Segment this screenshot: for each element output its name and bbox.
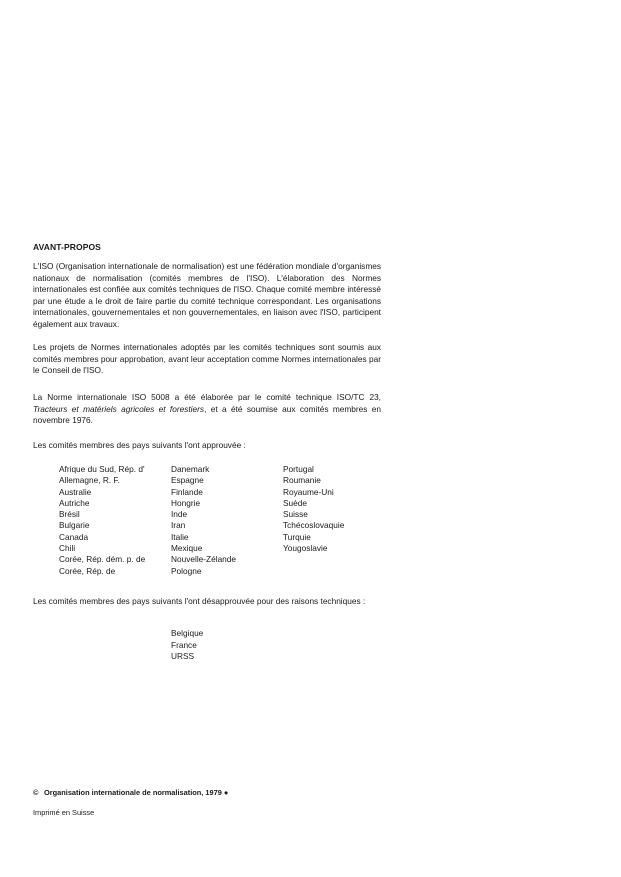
country-item: Corée, Rép. dém. p. de bbox=[59, 554, 146, 565]
country-item: Roumanie bbox=[283, 475, 321, 486]
country-item: Hongrie bbox=[171, 497, 201, 508]
country-item: URSS bbox=[171, 651, 195, 662]
country-item: Portugal bbox=[283, 464, 314, 474]
paragraph-iso-5008 bbox=[33, 392, 381, 427]
country-item: Suisse bbox=[283, 509, 308, 520]
country-item: Bulgarie bbox=[59, 520, 90, 531]
country-item: Pologne bbox=[171, 565, 202, 576]
copyright-icon: © bbox=[33, 788, 39, 797]
approved-countries-column-1 bbox=[59, 464, 145, 577]
country-item: Corée, Rép. de bbox=[59, 565, 116, 576]
paragraph-iso-intro bbox=[33, 261, 381, 331]
country-item: Mexique bbox=[171, 543, 203, 554]
paragraph-approval-process bbox=[33, 342, 381, 377]
country-item: Nouvelle-Zélande bbox=[171, 554, 237, 565]
country-item: Allemagne, R. F. bbox=[59, 475, 120, 486]
country-item: Belgique bbox=[171, 628, 204, 638]
country-item: Royaume-Uni bbox=[283, 486, 334, 497]
country-item: Inde bbox=[171, 509, 188, 520]
country-item: Tchécoslovaquie bbox=[283, 520, 345, 531]
country-item: Australie bbox=[59, 486, 92, 497]
copyright-text: Organisation internationale de normalisation, 1979 ● bbox=[44, 788, 229, 797]
country-item: Espagne bbox=[171, 475, 204, 486]
approved-countries-column-2 bbox=[171, 464, 236, 577]
paragraph-text bbox=[33, 392, 381, 427]
approved-countries-column-3 bbox=[283, 464, 344, 554]
copyright-line bbox=[33, 788, 228, 797]
country-item: France bbox=[171, 639, 197, 650]
country-item: Afrique du Sud, Rép. d' bbox=[59, 464, 145, 474]
country-item: Iran bbox=[171, 520, 186, 531]
paragraph-text: Les projets de Normes internationales adoptés par les comités techniques sont soumis aux comités membres pour approbation, avant leur acceptation comme Normes internationales par le Conseil de l'ISO. bbox=[33, 342, 381, 376]
country-item: Finlande bbox=[171, 486, 203, 497]
country-item: Canada bbox=[59, 531, 89, 542]
paragraph-text-end: , et a été soumise aux comités membres en novembre 1976. bbox=[33, 403, 381, 426]
paragraph-text-start: La Norme internationale ISO 5008 a été élaborée par le comité technique ISO/TC 23, bbox=[33, 392, 381, 402]
country-item: Italie bbox=[171, 531, 189, 542]
country-item: Suède bbox=[283, 497, 307, 508]
paragraph-text: L'ISO (Organisation internationale de normalisation) est une fédération mondiale d'organismes nationaux de normalisation (comités membres de l'ISO). L'élaboration des Normes internationales est confiée aux comités techniques de l'ISO. Chaque comité membre intéressé par une étude a le droit de faire partie du comité technique correspondant. Les organisations internationales, gouvernementales et non gouvernementales, en liaison avec l'ISO, participent également aux travaux. bbox=[33, 261, 381, 329]
section-heading: AVANT-PROPOS bbox=[33, 242, 101, 252]
country-item: Autriche bbox=[59, 497, 90, 508]
committee-title: Tracteurs et matériels agricoles et forestiers bbox=[33, 403, 205, 414]
country-item: Turquie bbox=[283, 531, 311, 542]
country-item: Chili bbox=[59, 543, 76, 554]
country-item: Yougoslavie bbox=[283, 543, 328, 554]
paragraph-disapproved-intro bbox=[33, 596, 381, 608]
paragraph-text: Les comités membres des pays suivants l'ont approuvée : bbox=[33, 440, 246, 450]
country-item: Brésil bbox=[59, 509, 80, 520]
printed-in-line: Imprimé en Suisse bbox=[33, 808, 95, 817]
paragraph-text: Les comités membres des pays suivants l'ont désapprouvée pour des raisons techniques : bbox=[33, 596, 366, 606]
paragraph-approved-intro bbox=[33, 440, 381, 452]
country-item: Danemark bbox=[171, 464, 210, 474]
disapproved-countries-list bbox=[171, 628, 203, 663]
